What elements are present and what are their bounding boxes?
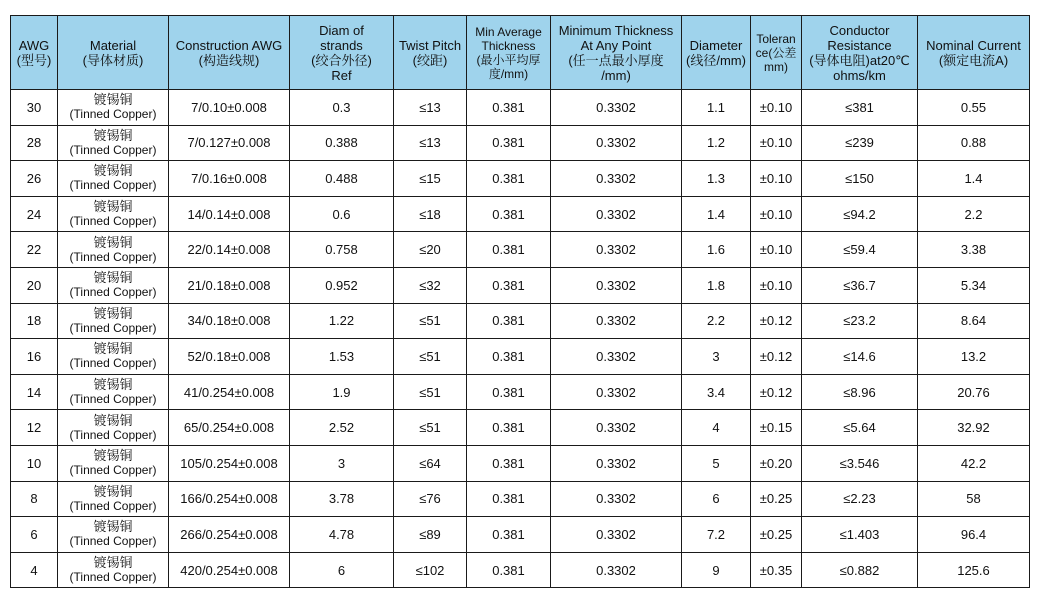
cell-min-thickness: 0.3302 bbox=[551, 517, 682, 553]
table-row bbox=[11, 161, 1030, 197]
cell-nominal-current: 20.76 bbox=[918, 374, 1030, 410]
cell-min-thickness: 0.3302 bbox=[551, 445, 682, 481]
cell-construction: 52/0.18±0.008 bbox=[169, 339, 290, 375]
cell-material bbox=[58, 90, 169, 126]
cell-diam-strands: 0.758 bbox=[290, 232, 394, 268]
cell-twist-pitch: ≤13 bbox=[394, 125, 467, 161]
cell-resistance: ≤94.2 bbox=[802, 196, 918, 232]
cell-resistance: ≤2.23 bbox=[802, 481, 918, 517]
cell-diam-strands: 3.78 bbox=[290, 481, 394, 517]
table-row bbox=[11, 125, 1030, 161]
header-construction bbox=[169, 16, 290, 90]
header-diam-strands-line: strands bbox=[320, 37, 363, 53]
material-cn: 镀锡铜 bbox=[93, 341, 133, 357]
cell-awg: 26 bbox=[11, 161, 58, 197]
header-min-thickness-line: At Any Point bbox=[580, 37, 652, 53]
cell-tolerance: ±0.12 bbox=[751, 303, 802, 339]
cell-construction: 7/0.10±0.008 bbox=[169, 90, 290, 126]
header-construction-line: Construction AWG bbox=[175, 37, 283, 53]
cell-diameter: 1.6 bbox=[682, 232, 751, 268]
cell-tolerance: ±0.10 bbox=[751, 267, 802, 303]
cell-awg: 30 bbox=[11, 90, 58, 126]
material-en: (Tinned Copper) bbox=[69, 392, 157, 407]
cell-min-thickness: 0.3302 bbox=[551, 552, 682, 588]
cell-nominal-current: 1.4 bbox=[918, 161, 1030, 197]
table-row bbox=[11, 552, 1030, 588]
cell-construction: 105/0.254±0.008 bbox=[169, 445, 290, 481]
cell-diameter: 2.2 bbox=[682, 303, 751, 339]
cell-material bbox=[58, 161, 169, 197]
cell-construction: 21/0.18±0.008 bbox=[169, 267, 290, 303]
header-diam-strands bbox=[290, 16, 394, 90]
cell-awg: 20 bbox=[11, 267, 58, 303]
cell-material bbox=[58, 374, 169, 410]
cell-min-avg-thickness: 0.381 bbox=[467, 196, 551, 232]
cell-material bbox=[58, 517, 169, 553]
cell-tolerance: ±0.10 bbox=[751, 90, 802, 126]
cell-diam-strands: 3 bbox=[290, 445, 394, 481]
cell-diam-strands: 0.952 bbox=[290, 267, 394, 303]
cell-diameter: 7.2 bbox=[682, 517, 751, 553]
cell-min-avg-thickness: 0.381 bbox=[467, 517, 551, 553]
cell-nominal-current: 42.2 bbox=[918, 445, 1030, 481]
cell-material bbox=[58, 303, 169, 339]
cell-material bbox=[58, 552, 169, 588]
cell-construction: 41/0.254±0.008 bbox=[169, 374, 290, 410]
header-nominal-current-line: (额定电流A) bbox=[938, 52, 1009, 68]
header-resistance-line: Conductor bbox=[829, 22, 890, 38]
header-min-thickness-line: /mm) bbox=[601, 67, 631, 83]
cell-min-thickness: 0.3302 bbox=[551, 267, 682, 303]
cell-nominal-current: 32.92 bbox=[918, 410, 1030, 446]
cell-diameter: 1.4 bbox=[682, 196, 751, 232]
cell-twist-pitch: ≤20 bbox=[394, 232, 467, 268]
cell-diam-strands: 1.9 bbox=[290, 374, 394, 410]
header-min-avg-thickness-line: (最小平均厚 bbox=[476, 52, 541, 67]
cell-awg: 4 bbox=[11, 552, 58, 588]
header-awg-line: (型号) bbox=[16, 52, 52, 68]
cell-tolerance: ±0.25 bbox=[751, 517, 802, 553]
cell-resistance: ≤36.7 bbox=[802, 267, 918, 303]
header-resistance-line: Resistance bbox=[827, 37, 892, 53]
header-material-line: (导体材质) bbox=[82, 52, 144, 68]
material-cn: 镀锡铜 bbox=[93, 412, 133, 428]
cell-resistance: ≤5.64 bbox=[802, 410, 918, 446]
cell-resistance: ≤23.2 bbox=[802, 303, 918, 339]
cell-min-avg-thickness: 0.381 bbox=[467, 445, 551, 481]
header-diameter-line: (线径/mm) bbox=[686, 52, 746, 68]
material-cn: 镀锡铜 bbox=[93, 555, 133, 571]
cell-tolerance: ±0.20 bbox=[751, 445, 802, 481]
header-diam-strands-line: Ref bbox=[331, 67, 352, 83]
header-min-avg-thickness-line: Thickness bbox=[481, 38, 536, 53]
header-twist-pitch bbox=[394, 16, 467, 90]
cell-diameter: 3.4 bbox=[682, 374, 751, 410]
material-cn: 镀锡铜 bbox=[93, 163, 133, 179]
cell-awg: 10 bbox=[11, 445, 58, 481]
cell-tolerance: ±0.10 bbox=[751, 161, 802, 197]
cell-diameter: 5 bbox=[682, 445, 751, 481]
table-row bbox=[11, 232, 1030, 268]
cell-min-avg-thickness: 0.381 bbox=[467, 552, 551, 588]
material-en: (Tinned Copper) bbox=[69, 427, 157, 442]
cell-construction: 34/0.18±0.008 bbox=[169, 303, 290, 339]
header-min-thickness-line: Minimum Thickness bbox=[558, 22, 674, 38]
cell-material bbox=[58, 445, 169, 481]
cell-tolerance: ±0.10 bbox=[751, 196, 802, 232]
material-cn: 镀锡铜 bbox=[93, 305, 133, 321]
cell-nominal-current: 125.6 bbox=[918, 552, 1030, 588]
cell-awg: 6 bbox=[11, 517, 58, 553]
cell-diam-strands: 2.52 bbox=[290, 410, 394, 446]
cell-diam-strands: 4.78 bbox=[290, 517, 394, 553]
cell-nominal-current: 5.34 bbox=[918, 267, 1030, 303]
cell-min-avg-thickness: 0.381 bbox=[467, 374, 551, 410]
header-resistance-line: ohms/km bbox=[833, 67, 886, 83]
cell-tolerance: ±0.15 bbox=[751, 410, 802, 446]
cell-min-thickness: 0.3302 bbox=[551, 125, 682, 161]
cell-awg: 8 bbox=[11, 481, 58, 517]
material-cn: 镀锡铜 bbox=[93, 448, 133, 464]
cell-twist-pitch: ≤64 bbox=[394, 445, 467, 481]
cell-min-avg-thickness: 0.381 bbox=[467, 232, 551, 268]
cell-diam-strands: 0.3 bbox=[290, 90, 394, 126]
cell-material bbox=[58, 267, 169, 303]
cell-resistance: ≤59.4 bbox=[802, 232, 918, 268]
header-material-line: Material bbox=[89, 37, 137, 53]
table-row bbox=[11, 90, 1030, 126]
cell-diameter: 1.3 bbox=[682, 161, 751, 197]
cell-twist-pitch: ≤51 bbox=[394, 374, 467, 410]
material-en: (Tinned Copper) bbox=[69, 285, 157, 300]
cell-resistance: ≤381 bbox=[802, 90, 918, 126]
material-en: (Tinned Copper) bbox=[69, 107, 157, 122]
header-construction-line: (构造线规) bbox=[198, 52, 260, 68]
cell-construction: 14/0.14±0.008 bbox=[169, 196, 290, 232]
material-en: (Tinned Copper) bbox=[69, 142, 157, 157]
table-body bbox=[11, 90, 1030, 588]
cell-material bbox=[58, 410, 169, 446]
cell-twist-pitch: ≤51 bbox=[394, 410, 467, 446]
header-tolerance-line: mm) bbox=[764, 59, 788, 74]
header-resistance-line: (导体电阻)at20℃ bbox=[809, 52, 910, 68]
cell-nominal-current: 13.2 bbox=[918, 339, 1030, 375]
cell-resistance: ≤8.96 bbox=[802, 374, 918, 410]
cell-material bbox=[58, 481, 169, 517]
header-material bbox=[58, 16, 169, 90]
cell-diameter: 1.2 bbox=[682, 125, 751, 161]
cell-min-thickness: 0.3302 bbox=[551, 410, 682, 446]
cell-min-avg-thickness: 0.381 bbox=[467, 90, 551, 126]
material-en: (Tinned Copper) bbox=[69, 356, 157, 371]
cell-min-thickness: 0.3302 bbox=[551, 196, 682, 232]
table-row bbox=[11, 196, 1030, 232]
table-row bbox=[11, 517, 1030, 553]
material-en: (Tinned Copper) bbox=[69, 249, 157, 264]
cell-twist-pitch: ≤32 bbox=[394, 267, 467, 303]
material-cn: 镀锡铜 bbox=[93, 127, 133, 143]
header-diam-strands-line: Diam of bbox=[319, 22, 364, 38]
header-resistance bbox=[802, 16, 918, 90]
cell-nominal-current: 2.2 bbox=[918, 196, 1030, 232]
cell-tolerance: ±0.10 bbox=[751, 125, 802, 161]
cell-min-thickness: 0.3302 bbox=[551, 232, 682, 268]
cell-diameter: 1.8 bbox=[682, 267, 751, 303]
cell-twist-pitch: ≤102 bbox=[394, 552, 467, 588]
header-min-avg-thickness-line: Min Average bbox=[475, 24, 542, 39]
material-cn: 镀锡铜 bbox=[93, 199, 133, 215]
table-row bbox=[11, 303, 1030, 339]
cell-resistance: ≤0.882 bbox=[802, 552, 918, 588]
cell-tolerance: ±0.25 bbox=[751, 481, 802, 517]
material-en: (Tinned Copper) bbox=[69, 214, 157, 229]
cell-diameter: 9 bbox=[682, 552, 751, 588]
cell-material bbox=[58, 125, 169, 161]
cell-resistance: ≤239 bbox=[802, 125, 918, 161]
header-min-thickness-line: (任一点最小厚度 bbox=[568, 52, 664, 68]
cell-min-avg-thickness: 0.381 bbox=[467, 303, 551, 339]
cell-tolerance: ±0.12 bbox=[751, 374, 802, 410]
cell-min-avg-thickness: 0.381 bbox=[467, 161, 551, 197]
header-diameter bbox=[682, 16, 751, 90]
material-cn: 镀锡铜 bbox=[93, 519, 133, 535]
cell-min-thickness: 0.3302 bbox=[551, 481, 682, 517]
header-diameter-line: Diameter bbox=[689, 37, 743, 53]
cell-twist-pitch: ≤18 bbox=[394, 196, 467, 232]
cell-awg: 16 bbox=[11, 339, 58, 375]
header-awg bbox=[11, 16, 58, 90]
cell-diameter: 4 bbox=[682, 410, 751, 446]
cell-diameter: 6 bbox=[682, 481, 751, 517]
cell-min-thickness: 0.3302 bbox=[551, 339, 682, 375]
cell-awg: 28 bbox=[11, 125, 58, 161]
header-min-avg-thickness bbox=[467, 16, 551, 90]
cell-tolerance: ±0.12 bbox=[751, 339, 802, 375]
header-diam-strands-line: (绞合外径) bbox=[311, 52, 372, 68]
cell-twist-pitch: ≤13 bbox=[394, 90, 467, 126]
header-tolerance-line: ce(公差 bbox=[755, 45, 797, 60]
cell-construction: 166/0.254±0.008 bbox=[169, 481, 290, 517]
cell-diam-strands: 1.22 bbox=[290, 303, 394, 339]
table-row bbox=[11, 410, 1030, 446]
cell-min-avg-thickness: 0.381 bbox=[467, 481, 551, 517]
material-en: (Tinned Copper) bbox=[69, 178, 157, 193]
cell-awg: 18 bbox=[11, 303, 58, 339]
table-row bbox=[11, 374, 1030, 410]
cell-material bbox=[58, 196, 169, 232]
cell-construction: 266/0.254±0.008 bbox=[169, 517, 290, 553]
table-row bbox=[11, 481, 1030, 517]
cell-diam-strands: 0.6 bbox=[290, 196, 394, 232]
cell-diam-strands: 0.488 bbox=[290, 161, 394, 197]
material-cn: 镀锡铜 bbox=[93, 234, 133, 250]
cell-twist-pitch: ≤15 bbox=[394, 161, 467, 197]
header-nominal-current bbox=[918, 16, 1030, 90]
cell-material bbox=[58, 232, 169, 268]
material-en: (Tinned Copper) bbox=[69, 498, 157, 513]
material-cn: 镀锡铜 bbox=[93, 483, 133, 499]
cell-twist-pitch: ≤51 bbox=[394, 303, 467, 339]
cell-awg: 22 bbox=[11, 232, 58, 268]
material-en: (Tinned Copper) bbox=[69, 534, 157, 549]
material-en: (Tinned Copper) bbox=[69, 570, 157, 585]
cell-awg: 14 bbox=[11, 374, 58, 410]
cell-construction: 420/0.254±0.008 bbox=[169, 552, 290, 588]
material-cn: 镀锡铜 bbox=[93, 270, 133, 286]
cell-awg: 24 bbox=[11, 196, 58, 232]
cell-resistance: ≤3.546 bbox=[802, 445, 918, 481]
header-min-avg-thickness-line: 度/mm) bbox=[488, 66, 529, 81]
header-tolerance-line: Toleran bbox=[756, 31, 796, 46]
cell-tolerance: ±0.35 bbox=[751, 552, 802, 588]
material-cn: 镀锡铜 bbox=[93, 92, 133, 108]
cell-min-avg-thickness: 0.381 bbox=[467, 267, 551, 303]
cell-diameter: 3 bbox=[682, 339, 751, 375]
table-row bbox=[11, 267, 1030, 303]
cell-awg: 12 bbox=[11, 410, 58, 446]
header-min-thickness bbox=[551, 16, 682, 90]
cell-resistance: ≤14.6 bbox=[802, 339, 918, 375]
cell-min-avg-thickness: 0.381 bbox=[467, 410, 551, 446]
header-awg-line: AWG bbox=[18, 37, 50, 53]
cell-nominal-current: 58 bbox=[918, 481, 1030, 517]
cell-twist-pitch: ≤76 bbox=[394, 481, 467, 517]
material-cn: 镀锡铜 bbox=[93, 377, 133, 393]
header-twist-pitch-line: Twist Pitch bbox=[398, 37, 462, 53]
cell-nominal-current: 8.64 bbox=[918, 303, 1030, 339]
cell-min-thickness: 0.3302 bbox=[551, 90, 682, 126]
cell-diam-strands: 6 bbox=[290, 552, 394, 588]
material-en: (Tinned Copper) bbox=[69, 463, 157, 478]
cell-min-avg-thickness: 0.381 bbox=[467, 339, 551, 375]
header-tolerance bbox=[751, 16, 802, 90]
spec-table-container bbox=[10, 15, 1030, 588]
cell-resistance: ≤150 bbox=[802, 161, 918, 197]
header-nominal-current-line: Nominal Current bbox=[926, 37, 1021, 53]
header-twist-pitch-line: (绞距) bbox=[412, 52, 448, 68]
cell-construction: 7/0.16±0.008 bbox=[169, 161, 290, 197]
cell-resistance: ≤1.403 bbox=[802, 517, 918, 553]
cell-nominal-current: 0.88 bbox=[918, 125, 1030, 161]
cell-construction: 7/0.127±0.008 bbox=[169, 125, 290, 161]
cell-min-thickness: 0.3302 bbox=[551, 161, 682, 197]
cell-diam-strands: 0.388 bbox=[290, 125, 394, 161]
cell-twist-pitch: ≤51 bbox=[394, 339, 467, 375]
cell-diameter: 1.1 bbox=[682, 90, 751, 126]
material-en: (Tinned Copper) bbox=[69, 320, 157, 335]
cell-min-thickness: 0.3302 bbox=[551, 303, 682, 339]
cell-construction: 65/0.254±0.008 bbox=[169, 410, 290, 446]
table-row bbox=[11, 445, 1030, 481]
cell-tolerance: ±0.10 bbox=[751, 232, 802, 268]
cell-material bbox=[58, 339, 169, 375]
cell-min-thickness: 0.3302 bbox=[551, 374, 682, 410]
cell-nominal-current: 3.38 bbox=[918, 232, 1030, 268]
cell-min-avg-thickness: 0.381 bbox=[467, 125, 551, 161]
cell-diam-strands: 1.53 bbox=[290, 339, 394, 375]
header-row bbox=[11, 16, 1030, 90]
table-row bbox=[11, 339, 1030, 375]
cell-construction: 22/0.14±0.008 bbox=[169, 232, 290, 268]
cell-nominal-current: 0.55 bbox=[918, 90, 1030, 126]
wire-spec-table bbox=[10, 15, 1030, 588]
cell-twist-pitch: ≤89 bbox=[394, 517, 467, 553]
cell-nominal-current: 96.4 bbox=[918, 517, 1030, 553]
